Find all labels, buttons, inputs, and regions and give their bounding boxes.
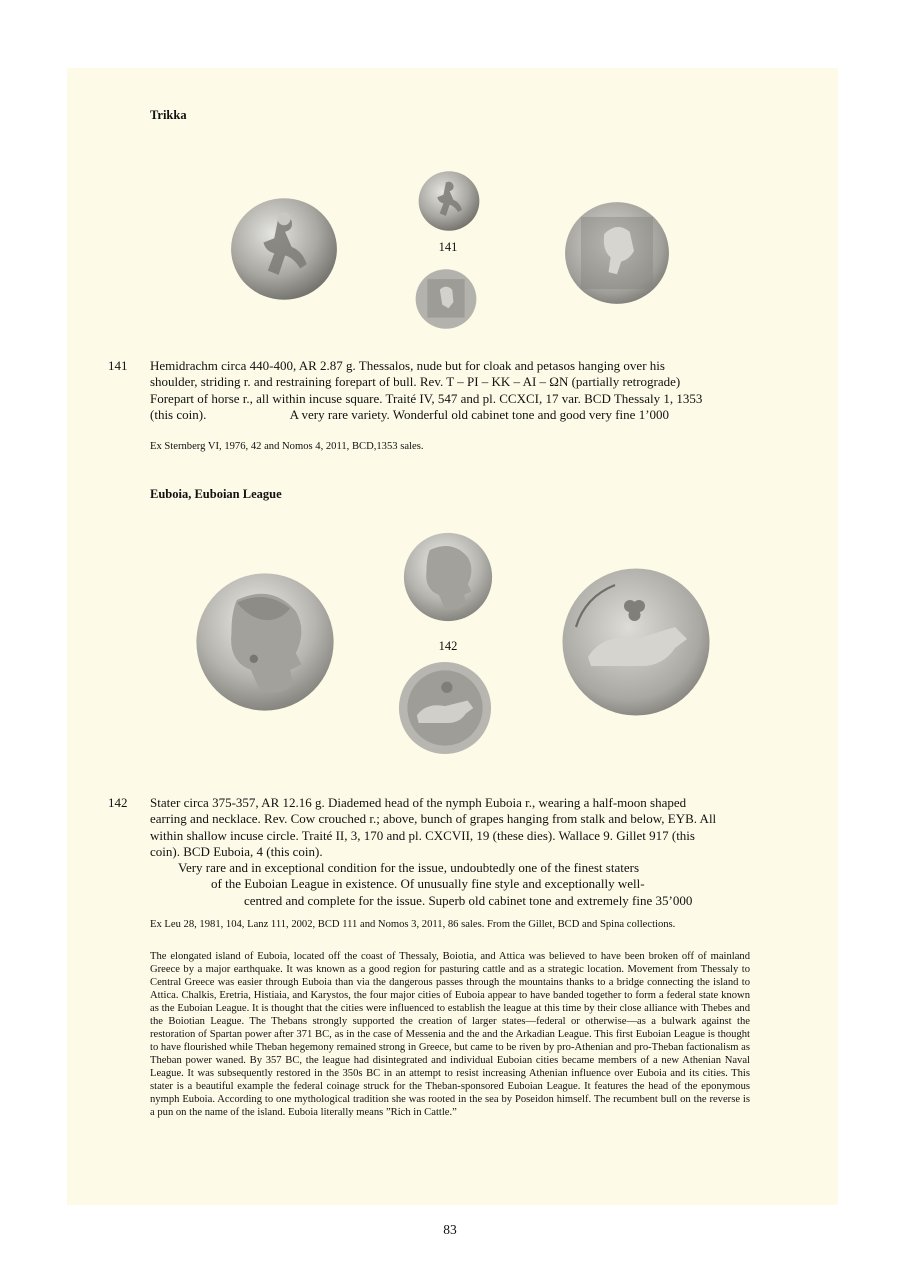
lot-141-description: [150, 358, 750, 423]
lot-number-141: 141: [108, 358, 128, 373]
coin-142-reverse-large: [560, 567, 712, 717]
lot-142-rating-line: Very rare and in exceptional condition for the issue, undoubtedly one of the finest staters: [178, 860, 640, 876]
section-title-euboia: Euboia, Euboian League: [150, 487, 282, 501]
coin-142-obverse-small: [402, 532, 494, 622]
lot-142-description: [150, 795, 750, 909]
lot-142-desc-line: earring and necklace. Rev. Cow crouched r.; above, bunch of grapes hanging from stalk and below, EYB. All: [150, 811, 717, 827]
section-title-trikka: Trikka: [150, 108, 187, 122]
lot-142-rating-line: of the Euboian League in existence. Of unusually fine style and exceptionally well-: [211, 876, 645, 892]
lot-141-price: 1’000: [638, 406, 670, 422]
lot-label-142: 142: [438, 639, 458, 653]
coin-142-obverse-large: [195, 568, 335, 716]
lot-142-desc-line: within shallow incuse circle. Traité II, 3, 170 and pl. CXCVII, 19 (these dies). Wallace 9. Gillet 917 (this: [150, 827, 695, 843]
lot-142-price: 35’000: [655, 892, 693, 908]
lot-142-desc-line: coin). BCD Euboia, 4 (this coin).: [150, 843, 323, 859]
lot-141-desc-line: Hemidrachm circa 440-400, AR 2.87 g. Thessalos, nude but for cloak and petasos hanging over his: [150, 358, 665, 373]
lot-142-essay: The elongated island of Euboia, located off the coast of Thessaly, Boiotia, and Attica was believed to have been broken off of mainland Greece by a major earthquake. It was known as a good region for pasturing cattle and as a strategic location. Movement from Thessaly to Central Greece was easier through Euboia than via the dangerous passes through the mountains thanks to a bridge connecting the island to Attica. Chalkis, Eretria, Histiaia, and Karystos, the four major cities of Euboia appear to have banded together to form a federal state known as the Euboian League. It is thought that the cities were influenced to establish the league at this time by their close alliance with Thebes and the Boiotian League. The Thebans strongly supported the creation of larger states—federal or otherwise—as a bulwark against the restoration of Spartan power after 371 BC, as in the case of Messenia and the and the Arkadian League. This first Euboian League is thought to have flourished while Theban hegemony remained strong in Greece, but came to be riven by pro-Athenian and pro-Theban factionalism as Theban power waned. By 357 BC, the league had disintegrated and individual Euboian cities became members of a new Athenian Naval League. It was subsequently restored in the 350s BC in an attempt to resist increasing Athenian influence over Euboia and its cities. This stater is a beautiful example the federal coinage struck for the Theban-sponsored Euboian League. It features the head of the eponymous nymph Euboia. According to one mythological tradition she was rooted in the sea by Poseidon himself. The recumbent bull on the reverse is a pun on the name of the island. Euboia literally means ”Rich in Cattle.”: [150, 951, 750, 1118]
lot-label-141: 141: [438, 240, 458, 254]
coin-141-reverse-large: [563, 200, 671, 306]
lot-142-provenance: Ex Leu 28, 1981, 104, Lanz 111, 2002, BCD 111 and Nomos 3, 2011, 86 sales. From the Gillet, BCD and Spina collections.: [150, 919, 676, 930]
lot-number-142: 142: [108, 795, 128, 810]
coin-141-obverse-small: [416, 170, 482, 232]
page-number: 83: [443, 1222, 457, 1237]
lot-141-rating: A very rare variety. Wonderful old cabinet tone and good very fine: [289, 406, 636, 422]
coin-141-obverse-large: [230, 195, 338, 303]
lot-141-desc-line: shoulder, striding r. and restraining forepart of bull. Rev. T – PI – KK – AI – ΩN (partially retrograde): [150, 374, 681, 390]
coin-142-reverse-small: [398, 660, 492, 756]
lot-141-desc-line: Forepart of horse r., all within incuse square. Traité IV, 547 and pl. CCXCI, 17 var. BCD Thessaly 1, 1353: [150, 390, 703, 406]
lot-141-desc-last-start: (this coin).: [150, 406, 207, 422]
lot-142-rating-line: centred and complete for the issue. Superb old cabinet tone and extremely fine: [244, 892, 653, 908]
lot-142-desc-line: Stater circa 375-357, AR 12.16 g. Diademed head of the nymph Euboia r., wearing a half-moon shaped: [150, 795, 687, 810]
coin-141-reverse-small: [412, 268, 480, 330]
lot-141-provenance: Ex Sternberg VI, 1976, 42 and Nomos 4, 2011, BCD,1353 sales.: [150, 441, 424, 452]
